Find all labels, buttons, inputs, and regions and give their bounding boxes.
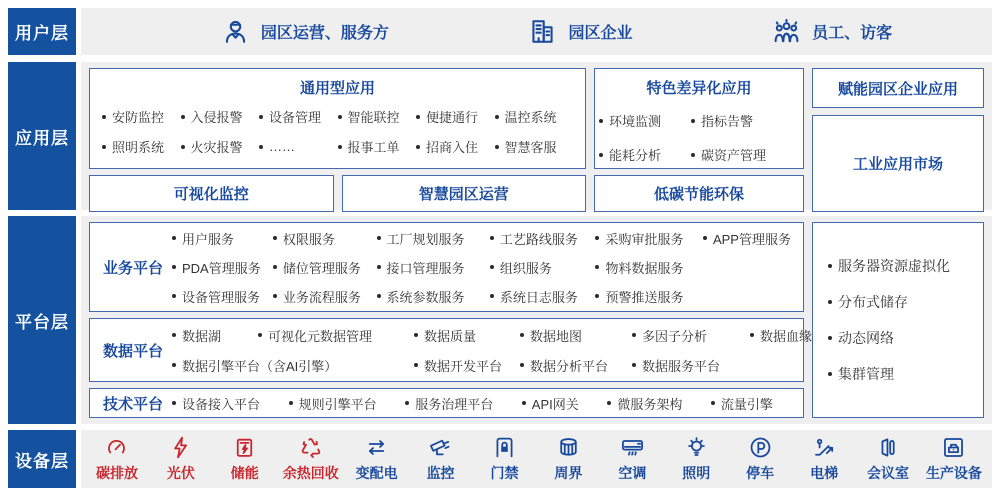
business-platform-box (89, 222, 804, 312)
platform-item: 服务治理平台 (405, 394, 493, 413)
user-layer-row (8, 8, 992, 55)
app-bottom-left-boxes (89, 175, 586, 212)
device-air-conditioner: 空调 (606, 435, 658, 483)
cctv-icon (428, 435, 453, 460)
user-group-label: 园区企业 (568, 25, 633, 42)
data-platform-row2 (172, 356, 812, 375)
device-energy-storage: 储能 (219, 435, 271, 483)
platform-item: 设备管理服务 (172, 287, 273, 306)
grid-spacer (703, 258, 799, 277)
visual-monitoring-box: 可视化监控 (89, 175, 334, 212)
platform-item: 数据质量 (414, 326, 520, 345)
platform-item: 数据引擎平台（含AI引擎） (172, 356, 414, 375)
platform-item: 用户服务 (172, 229, 273, 248)
device-carbon-emission: 碳排放 (91, 435, 143, 483)
general-apps-title: 通用型应用 (299, 80, 375, 97)
application-layer-row (8, 62, 992, 210)
platform-item: 数据血缘 (750, 326, 812, 345)
platform-item: 数据开发平台 (414, 356, 520, 375)
infra-item: 动态网络 (828, 328, 983, 348)
data-platform-row1 (172, 326, 812, 345)
platform-item: 系统参数服务 (377, 287, 490, 306)
platform-layer-label: 平台层 (8, 216, 76, 424)
tech-platform-items (172, 394, 799, 413)
device-layer-row (8, 430, 992, 488)
platform-item: 组织服务 (490, 258, 596, 277)
platform-item: 权限服务 (273, 229, 377, 248)
people-icon (772, 17, 801, 46)
platform-item: 储位管理服务 (273, 258, 377, 277)
platform-item: 业务流程服务 (273, 287, 377, 306)
data-platform-title: 数据平台 (102, 342, 163, 360)
business-platform-grid (172, 229, 799, 306)
meeting-room-icon (876, 435, 901, 460)
platform-layer-row (8, 216, 992, 424)
app-item: 照明系统 (102, 137, 181, 156)
platform-item: 接口管理服务 (377, 258, 490, 277)
building-icon (528, 17, 557, 46)
device-layer-label: 设备层 (8, 430, 76, 488)
platform-item: 可视化元数据管理 (258, 326, 414, 345)
device-waste-heat-recovery: 余热回收 (283, 435, 339, 483)
device-perimeter: 周界 (542, 435, 594, 483)
empower-enterprise-apps-box: 赋能园区企业应用 (812, 68, 984, 108)
device-access-control: 门禁 (478, 435, 530, 483)
device-power-distribution: 变配电 (351, 435, 403, 483)
device-production-equipment: 生产设备 (926, 435, 982, 483)
gauge-icon (104, 435, 129, 460)
app-item: 环境监测 (599, 111, 691, 130)
app-item: 便捷通行 (416, 107, 495, 126)
user-group-label: 园区运营、服务方 (260, 25, 389, 42)
platform-item: 工艺路线服务 (490, 229, 596, 248)
operator-icon (221, 17, 250, 46)
platform-item: 采购审批服务 (595, 229, 703, 248)
recycle-icon (298, 435, 323, 460)
platform-item: 数据服务平台 (632, 356, 750, 375)
platform-item: 规则引擎平台 (289, 394, 377, 413)
platform-item: 多因子分析 (632, 326, 750, 345)
platform-item: 流量引擎 (711, 394, 773, 413)
platform-item: 数据分析平台 (520, 356, 632, 375)
platform-left-column (89, 222, 813, 418)
tech-platform-box (89, 388, 804, 418)
app-item: 招商入住 (416, 137, 495, 156)
app-item: 指标告警 (691, 111, 799, 130)
platform-item: PDA管理服务 (172, 258, 273, 277)
lightning-icon (168, 435, 193, 460)
application-layer-label: 应用层 (8, 62, 76, 210)
device-meeting-room: 会议室 (862, 435, 914, 483)
app-item: 设备管理 (259, 107, 338, 126)
platform-item: 设备接入平台 (172, 394, 260, 413)
app-item: 智慧客服 (495, 137, 574, 156)
app-item: 能耗分析 (599, 145, 691, 164)
battery-icon (232, 435, 257, 460)
transfer-arrows-icon (364, 435, 389, 460)
platform-item: 微服务架构 (607, 394, 682, 413)
app-item: 报事工单 (338, 137, 417, 156)
platform-item: 工厂规划服务 (377, 229, 490, 248)
tech-platform-title: 技术平台 (102, 395, 163, 413)
general-apps-box (89, 68, 586, 169)
platform-item: 预警推送服务 (595, 287, 703, 306)
platform-item: 数据地图 (520, 326, 632, 345)
infra-item: 分布式储存 (828, 292, 983, 312)
user-group-enterprises (528, 17, 632, 46)
light-bulb-icon (684, 435, 709, 460)
business-platform-title: 业务平台 (102, 259, 163, 277)
parking-icon (748, 435, 773, 460)
industrial-app-market-box: 工业应用市场 (812, 115, 984, 212)
app-item: 安防监控 (102, 107, 181, 126)
door-lock-icon (492, 435, 517, 460)
platform-item: API网关 (522, 394, 579, 413)
app-item: 温控系统 (495, 107, 574, 126)
infra-item: 集群管理 (828, 364, 983, 384)
data-platform-box (89, 318, 813, 382)
platform-item: 系统日志服务 (490, 287, 596, 306)
data-platform-rows (172, 326, 812, 375)
application-layer-content (81, 62, 992, 210)
device-surveillance: 监控 (415, 435, 467, 483)
app-right-column (812, 68, 984, 212)
user-group-label: 员工、访客 (812, 25, 893, 42)
device-parking: 停车 (734, 435, 786, 483)
platform-item: 物料数据服务 (595, 258, 703, 277)
app-item: 碳资产管理 (691, 145, 799, 164)
device-layer-content (81, 430, 992, 488)
user-layer-label: 用户层 (8, 8, 76, 55)
smart-park-operation-box: 智慧园区运营 (342, 175, 587, 212)
featured-apps-grid (603, 111, 795, 164)
device-elevator: 电梯 (798, 435, 850, 483)
app-item: …… (259, 137, 338, 156)
device-photovoltaic: 光伏 (155, 435, 207, 483)
user-group-staff-visitors (772, 17, 892, 46)
infrastructure-box (812, 222, 984, 418)
app-item: 智能联控 (338, 107, 417, 126)
app-item: 火灾报警 (181, 137, 260, 156)
air-conditioner-icon (620, 435, 645, 460)
user-group-operators (221, 17, 389, 46)
general-apps-grid (102, 107, 573, 156)
perimeter-icon (556, 435, 581, 460)
infra-item: 服务器资源虚拟化 (828, 256, 983, 276)
user-layer-content (81, 8, 992, 55)
device-lighting: 照明 (670, 435, 722, 483)
platform-item: 数据湖 (172, 326, 258, 345)
platform-item: APP管理服务 (703, 229, 799, 248)
escalator-icon (812, 435, 837, 460)
low-carbon-box: 低碳节能环保 (594, 175, 804, 212)
featured-apps-title: 特色差异化应用 (646, 80, 752, 97)
platform-layer-content (81, 216, 992, 424)
production-equipment-icon (941, 435, 966, 460)
featured-apps-box (594, 68, 804, 169)
app-item: 入侵报警 (181, 107, 260, 126)
